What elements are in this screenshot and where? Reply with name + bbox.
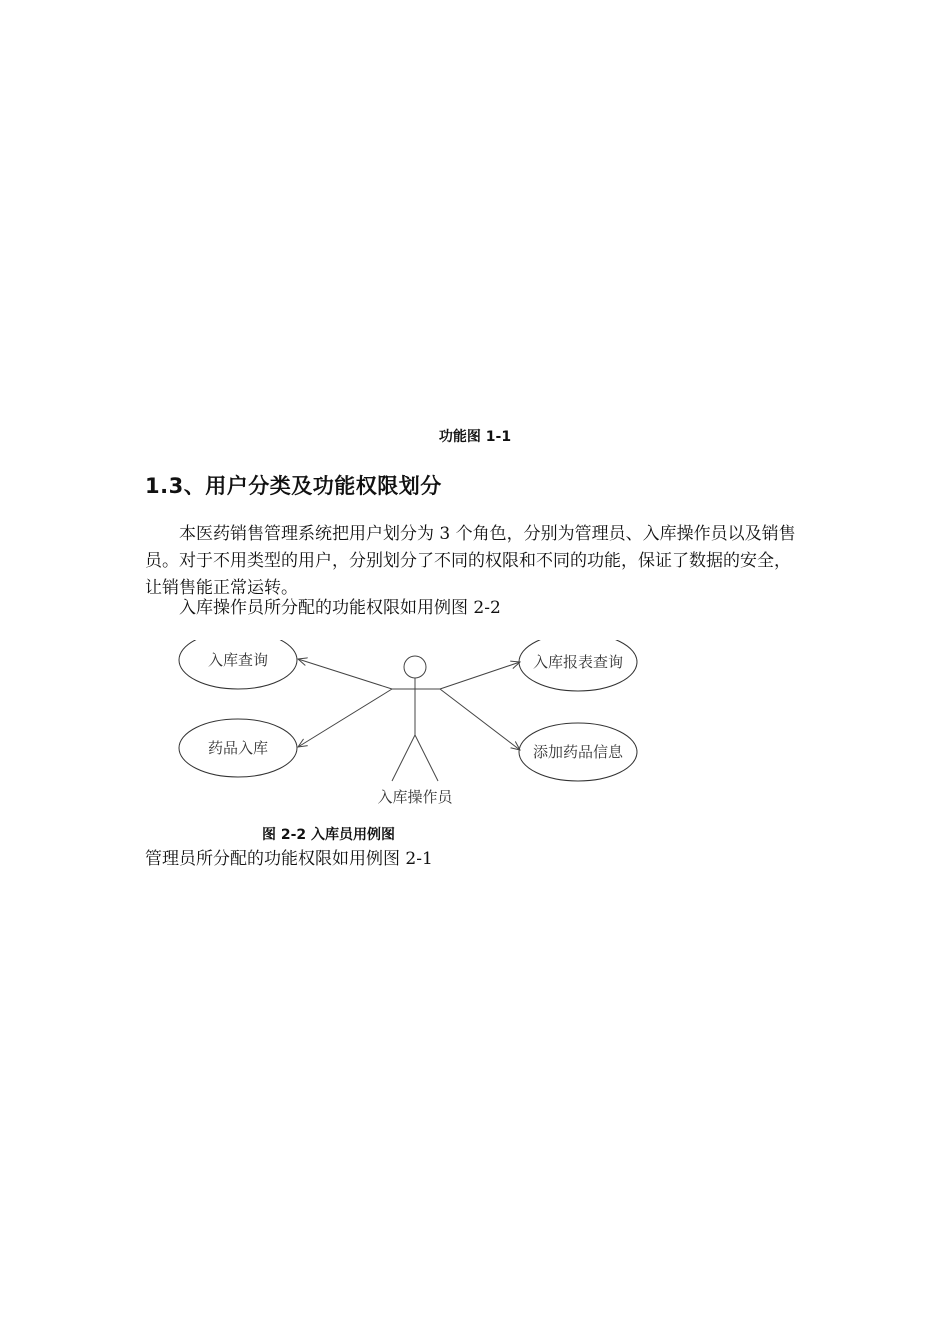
operator-paragraph: 入库操作员所分配的功能权限如用例图 2-2 xyxy=(179,598,501,618)
intro-paragraph: 本医药销售管理系统把用户划分为 3 个角色，分别为管理员、入库操作员以及销售员。对于不用类型的用户，分别划分了不同的权限和不同的功能，保证了数据的安全，让销售能正常运转。 xyxy=(145,524,796,598)
actor-label: 入库操作员 xyxy=(377,788,453,806)
use-case-diagram xyxy=(170,640,650,815)
figure-caption-1-1: 功能图 1-1 xyxy=(438,429,512,445)
use-case-stock-report-query-label: 入库报表查询 xyxy=(532,653,624,671)
use-case-add-drug-info xyxy=(519,723,637,781)
use-case-stock-query xyxy=(179,640,297,689)
figure-caption-2-2: 图 2-2 入库员用例图 xyxy=(262,827,396,843)
use-case-drug-stock-in xyxy=(179,719,297,777)
admin-paragraph: 管理员所分配的功能权限如用例图 2-1 xyxy=(145,849,433,869)
section-heading: 1.3、用户分类及功能权限划分 xyxy=(145,474,442,498)
use-case-add-drug-info-label: 添加药品信息 xyxy=(532,743,624,761)
use-case-drug-stock-in-label: 药品入库 xyxy=(207,739,269,757)
use-case-stock-report-query xyxy=(519,640,637,691)
actor-stick-figure xyxy=(392,656,440,781)
use-case-stock-query-label: 入库查询 xyxy=(207,651,269,669)
association-lines xyxy=(298,659,520,750)
